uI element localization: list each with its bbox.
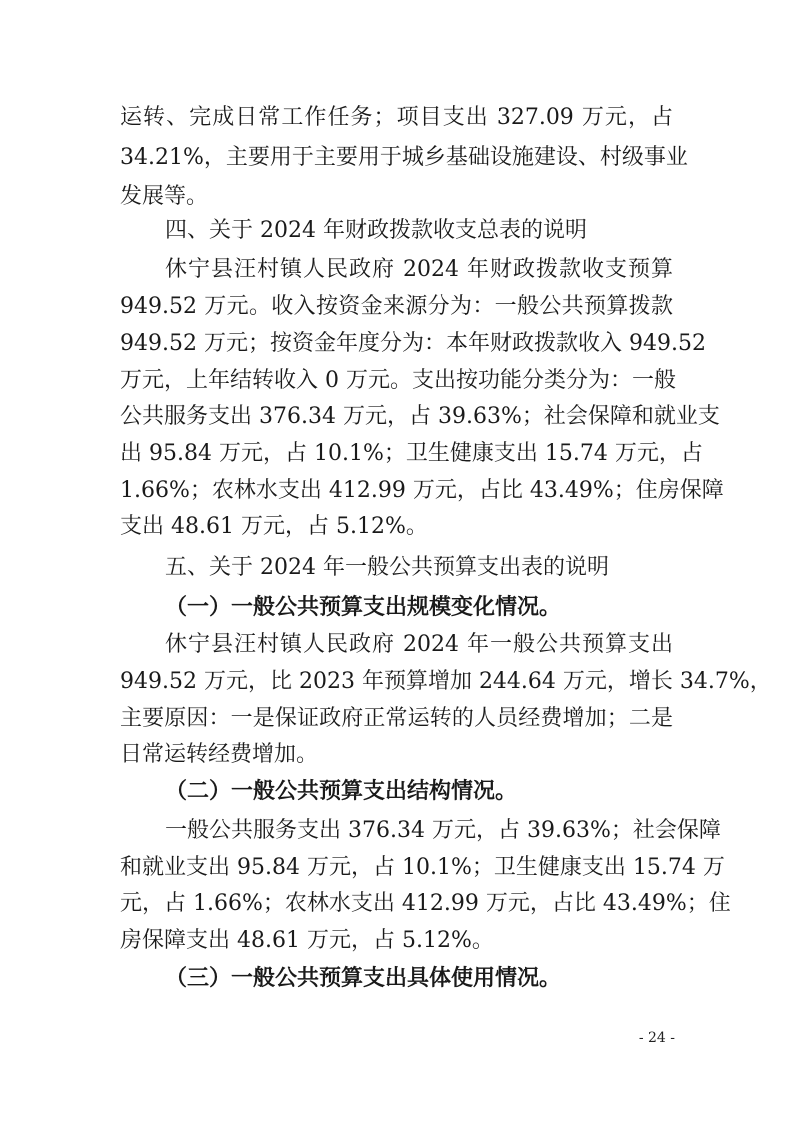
paragraph-line: 一般公共服务支出 376.34 万元，占 39.63%；社会保障 [165, 818, 721, 843]
paragraph-line: 34.21%，主要用于主要用于城乡基础设施建设、村级事业 [120, 145, 688, 170]
paragraph-line: 公共服务支出 376.34 万元，占 39.63%；社会保障和就业支 [120, 404, 720, 429]
paragraph-line: 支出 48.61 万元，占 5.12%。 [120, 514, 428, 539]
subsection-heading: （二）一般公共预算支出结构情况。 [165, 778, 518, 804]
paragraph-line: 房保障支出 48.61 万元，占 5.12%。 [120, 928, 494, 953]
paragraph-line: 主要原因：一是保证政府正常运转的人员经费增加；二是 [120, 706, 673, 731]
paragraph-line: 休宁县汪村镇人民政府 2024 年一般公共预算支出 [165, 632, 673, 657]
subsection-heading: （一）一般公共预算支出规模变化情况。 [165, 594, 562, 620]
paragraph-line: 日常运转经费增加。 [120, 742, 319, 767]
section-heading: 五、关于 2024 年一般公共预算支出表的说明 [165, 555, 609, 580]
paragraph-line: 1.66%；农林水支出 412.99 万元，占比 43.49%；住房保障 [120, 478, 724, 503]
paragraph-line: 运转、完成日常工作任务；项目支出 327.09 万元，占 [120, 105, 673, 130]
subsection-heading: （三）一般公共预算支出具体使用情况。 [165, 965, 562, 991]
paragraph-line: 发展等。 [120, 184, 209, 209]
paragraph-line: 和就业支出 95.84 万元，占 10.1%；卫生健康支出 15.74 万 [120, 855, 725, 880]
paragraph-line: 949.52 万元，比 2023 年预算增加 244.64 万元，增长 34.7%， [120, 669, 772, 694]
paragraph-line: 949.52 万元；按资金年度分为：本年财政拨款收入 949.52 [120, 331, 706, 356]
paragraph-line: 出 95.84 万元，占 10.1%；卫生健康支出 15.74 万元，占 [120, 441, 703, 466]
section-heading: 四、关于 2024 年财政拨款收支总表的说明 [165, 218, 587, 243]
paragraph-line: 休宁县汪村镇人民政府 2024 年财政拨款收支预算 [165, 257, 673, 282]
paragraph-line: 949.52 万元。收入按资金来源分为：一般公共预算拨款 [120, 294, 673, 319]
paragraph-line: 万元，上年结转收入 0 万元。支出按功能分类分为：一般 [120, 368, 676, 393]
paragraph-line: 元，占 1.66%；农林水支出 412.99 万元，占比 43.49%；住 [120, 891, 731, 916]
page-number: - 24 - [638, 1030, 675, 1046]
